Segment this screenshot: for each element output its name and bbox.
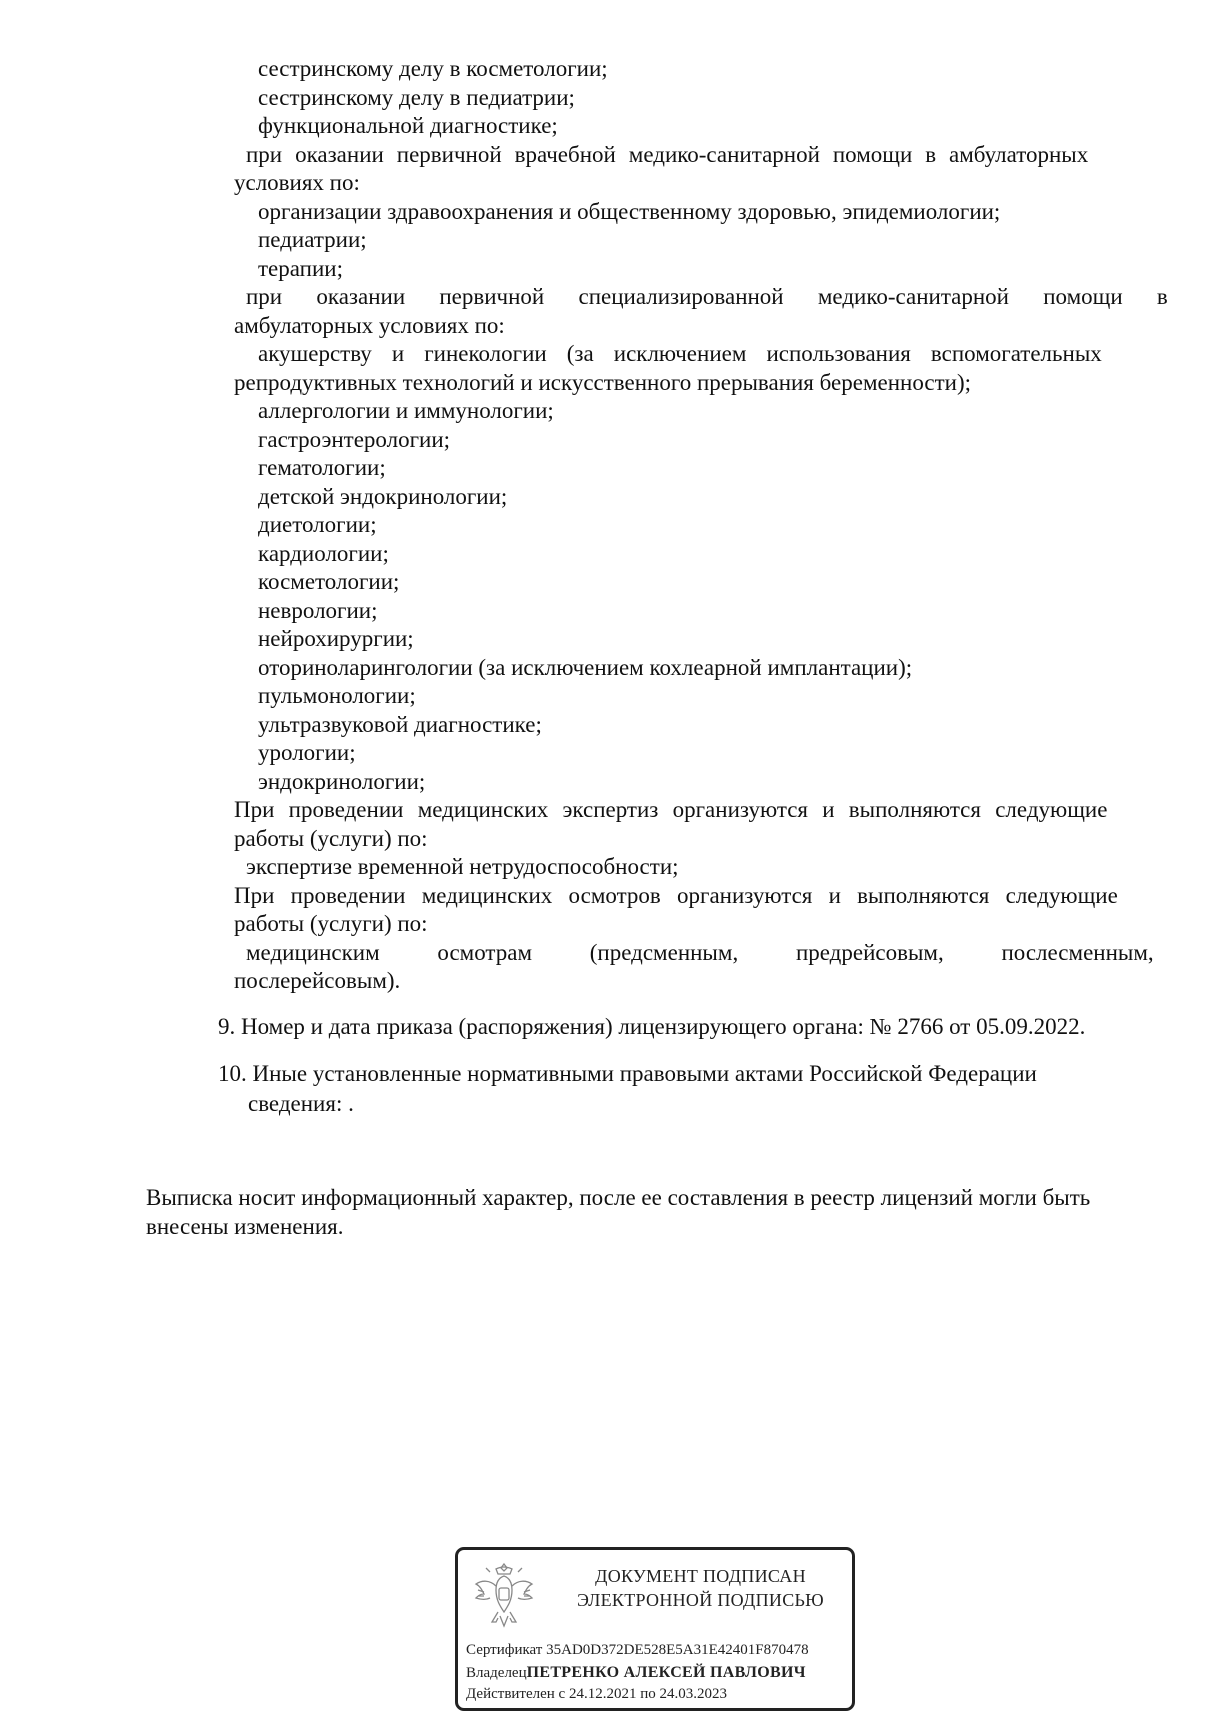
item-9-order-number: 9. Номер и дата приказа (распоряжения) лицензирующего органа: № 2766 от 05.09.2022.: [218, 1014, 1086, 1039]
section-heading-line: [246, 141, 1168, 169]
justified-text: при оказании первичной врачебной медико-санитарной помощи в амбулаторных: [246, 142, 1089, 167]
certificate-label: Сертификат: [466, 1642, 543, 1658]
list-item: гематологии;: [258, 455, 386, 480]
list-item: кардиологии;: [258, 541, 389, 566]
double-headed-eagle-emblem-icon: [472, 1560, 536, 1634]
section-heading-line: амбулаторных условиях по:: [234, 313, 505, 338]
list-item: организации здравоохранения и общественному здоровью, эпидемиологии;: [258, 199, 1001, 224]
list-item: экспертизе временной нетрудоспособности;: [246, 854, 679, 879]
list-item: пульмонологии;: [258, 683, 416, 708]
list-item: послерейсовым).: [234, 968, 401, 993]
list-item: аллергологии и иммунологии;: [258, 398, 554, 423]
list-item: эндокринологии;: [258, 769, 426, 794]
list-item: нейрохирургии;: [258, 626, 414, 651]
list-item: репродуктивных технологий и искусственного прерывания беременности);: [234, 370, 972, 395]
justified-text: При проведении медицинских экспертиз организуются и выполняются следующие: [234, 797, 1108, 822]
list-item: ультразвуковой диагностике;: [258, 712, 542, 737]
justified-text: акушерству и гинекологии (за исключением использования вспомогательных: [258, 341, 1102, 366]
owner-label: Владелец: [466, 1665, 527, 1681]
validity-line: Действителен с 24.12.2021 по 24.03.2023: [466, 1686, 727, 1702]
justified-text: при оказании первичной специализированной медико-санитарной помощи в: [246, 284, 1168, 309]
item-10-other-info-cont: сведения: .: [248, 1091, 354, 1116]
owner-line: [466, 1664, 806, 1682]
owner-value: ПЕТРЕНКО АЛЕКСЕЙ ПАВЛОВИЧ: [526, 1664, 806, 1681]
list-item: оториноларингологии (за исключением кохлеарной имплантации);: [258, 655, 913, 680]
list-item: урологии;: [258, 740, 356, 765]
stamp-title-line1: ДОКУМЕНТ ПОДПИСАН: [595, 1566, 806, 1586]
electronic-signature-stamp: [455, 1547, 855, 1711]
list-item: сестринскому делу в педиатрии;: [258, 85, 575, 110]
list-item: косметологии;: [258, 569, 400, 594]
list-item: детской эндокринологии;: [258, 484, 508, 509]
list-item: функциональной диагностике;: [258, 113, 558, 138]
paragraph-line: работы (услуги) по:: [234, 826, 428, 851]
list-item: [246, 939, 1168, 967]
stamp-title-line2: ЭЛЕКТРОННОЙ ПОДПИСЬЮ: [577, 1590, 824, 1610]
section-heading-line: условиях по:: [234, 170, 360, 195]
paragraph-line: [234, 882, 1168, 910]
certificate-line: [466, 1642, 809, 1659]
list-item: диетологии;: [258, 512, 377, 537]
justified-text: медицинским осмотрам (предсменным, предрейсовым, послесменным,: [246, 940, 1154, 965]
list-item: сестринскому делу в косметологии;: [258, 56, 608, 81]
disclaimer-line: Выписка носит информационный характер, после ее составления в реестр лицензий могли быть: [146, 1185, 1091, 1210]
paragraph-line: [234, 796, 1168, 824]
disclaimer-line: внесены изменения.: [146, 1214, 344, 1239]
list-item: педиатрии;: [258, 227, 367, 252]
justified-text: При проведении медицинских осмотров организуются и выполняются следующие: [234, 883, 1118, 908]
list-item: [258, 340, 1168, 368]
section-heading-line: [246, 283, 1168, 311]
list-item: гастроэнтерологии;: [258, 427, 451, 452]
list-item: терапии;: [258, 256, 343, 281]
certificate-value: 35AD0D372DE528E5A31E42401F870478: [546, 1642, 809, 1658]
paragraph-line: работы (услуги) по:: [234, 911, 428, 936]
list-item: неврологии;: [258, 598, 378, 623]
item-10-other-info: 10. Иные установленные нормативными правовыми актами Российской Федерации: [218, 1061, 1037, 1086]
